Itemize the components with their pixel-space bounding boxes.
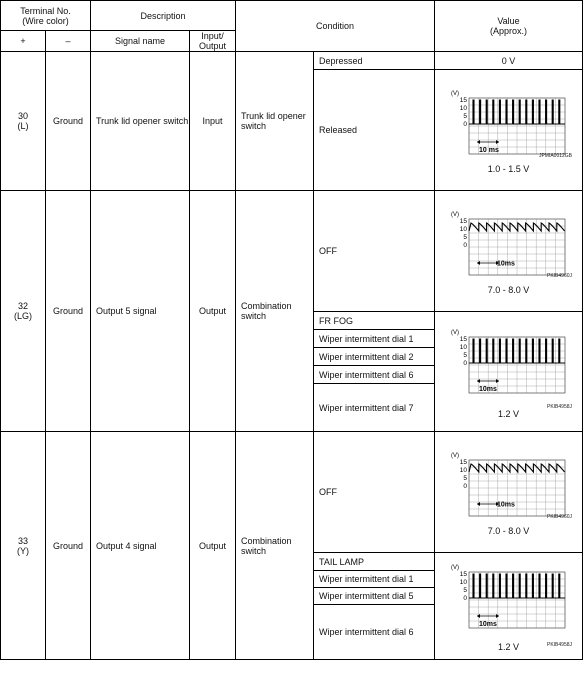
condition-sub-cell: Released [314,70,435,191]
io-cell: Input [190,52,236,191]
condition-sub-cell: OFF [314,191,435,312]
period-label: 10ms [496,501,515,509]
wire-color: (LG) [14,311,32,321]
condition-main-cell: Combination switch [236,191,314,432]
axis-tick-label: 5 [462,234,467,241]
pulse-waveform-graph [449,560,569,638]
condition-sub-cell: Wiper intermittent dial 7 [314,384,435,432]
figure-code: PKIB4960J [546,273,573,279]
axis-unit-label: (V) [450,329,459,336]
period-label: 10ms [478,621,497,628]
axis-tick-label: 15 [459,459,467,466]
signal-name-cell: Output 4 signal [91,432,190,660]
signal-name-cell: Trunk lid opener switch [91,52,190,191]
axis-tick-label: 10 [459,467,467,474]
waveform-cell [435,312,583,432]
table-row [1,52,583,70]
value-text: 7.0 - 8.0 V [487,526,530,536]
axis-tick-label: 5 [462,113,467,120]
axis-tick-label: 5 [462,351,467,359]
terminal-number: 30 [17,111,28,121]
terminal-number: 33 [17,535,28,546]
wire-color: (Y) [17,545,29,556]
period-label: 10 ms [478,147,499,154]
condition-sub-cell: OFF [314,432,435,553]
header-minus: – [46,31,91,52]
condition-sub-cell: Wiper intermittent dial 2 [314,348,435,366]
wire-color: (L) [17,121,29,131]
value-text: 1.2 V [498,642,520,652]
table-row [1,432,583,553]
condition-sub-cell: TAIL LAMP [314,553,435,571]
waveform-cell [435,553,583,660]
ground-cell: Ground [46,52,91,191]
axis-tick-label: 0 [462,242,467,249]
pulse-waveform-graph [449,325,569,403]
axis-tick-label: 0 [462,595,467,602]
axis-tick-label: 5 [462,475,467,482]
waveform-trace [469,223,565,231]
axis-tick-label: 15 [459,571,467,578]
period-label: 10ms [478,385,497,393]
condition-main-cell: Combination switch [236,432,314,660]
axis-unit-label: (V) [450,91,459,97]
figure-code: JPMIA0012GB [538,153,573,159]
axis-tick-label: 10 [459,579,467,586]
axis-tick-label: 10 [459,105,467,112]
header-io-line1: Input/ [201,31,224,41]
header-value-approx: (Approx.) [490,26,528,36]
header-plus: + [1,31,46,52]
waveform-trace [469,464,565,472]
condition-sub-cell: FR FOG [314,312,435,330]
period-arrowhead [496,140,499,144]
value-text: 7.0 - 8.0 V [487,285,530,295]
condition-sub-cell: Depressed [314,52,435,70]
figure-code: PKIB4960J [546,514,573,520]
condition-sub-cell: Wiper intermittent dial 6 [314,605,435,660]
axis-tick-label: 5 [462,587,467,594]
terminal-cell [1,191,46,432]
axis-tick-label: 0 [462,359,467,367]
axis-tick-label: 10 [459,226,467,233]
io-cell: Output [190,191,236,432]
axis-unit-label: (V) [450,212,459,218]
axis-tick-label: 0 [462,121,467,128]
ground-cell: Ground [46,191,91,432]
condition-sub-cell: Wiper intermittent dial 5 [314,588,435,605]
header-signal-name: Signal name [91,31,190,52]
period-arrowhead [496,614,499,618]
table-row [1,191,583,312]
waveform-cell [435,70,583,191]
period-label: 10ms [496,260,515,268]
figure-code: PKIB4958J [546,642,573,648]
ground-cell: Ground [46,432,91,660]
header-terminal-label: Terminal No. [20,5,71,16]
condition-sub-cell: Wiper intermittent dial 1 [314,330,435,348]
header-condition: Condition [236,1,435,52]
header-value-label: Value [497,16,520,26]
axis-tick-label: 10 [459,343,467,351]
header-description: Description [91,1,236,31]
header-value [435,1,583,52]
value-cell: 0 V [435,52,583,70]
axis-unit-label: (V) [450,565,459,571]
axis-tick-label: 0 [462,483,467,490]
axis-tick-label: 15 [459,218,467,225]
signal-name-cell: Output 5 signal [91,191,190,432]
condition-main-cell: Trunk lid opener switch [236,52,314,191]
value-text: 1.2 V [498,408,520,419]
condition-sub-cell: Wiper intermittent dial 6 [314,366,435,384]
waveform-cell [435,191,583,312]
header-io-line2: Output [199,41,227,51]
header-input-output [190,31,236,52]
waveform-cell [435,432,583,553]
terminal-cell [1,52,46,191]
axis-tick-label: 15 [459,335,467,343]
terminal-cell [1,432,46,660]
period-arrowhead [496,379,499,383]
axis-unit-label: (V) [450,453,459,459]
io-cell: Output [190,432,236,660]
header-wire-color: (Wire color) [22,15,69,26]
figure-code: PKIB4958J [546,404,573,410]
condition-sub-cell: Wiper intermittent dial 1 [314,571,435,588]
axis-tick-label: 15 [459,97,467,104]
header-terminal-no [1,1,91,31]
terminal-number: 32 [17,301,28,311]
value-text: 1.0 - 1.5 V [487,164,530,174]
